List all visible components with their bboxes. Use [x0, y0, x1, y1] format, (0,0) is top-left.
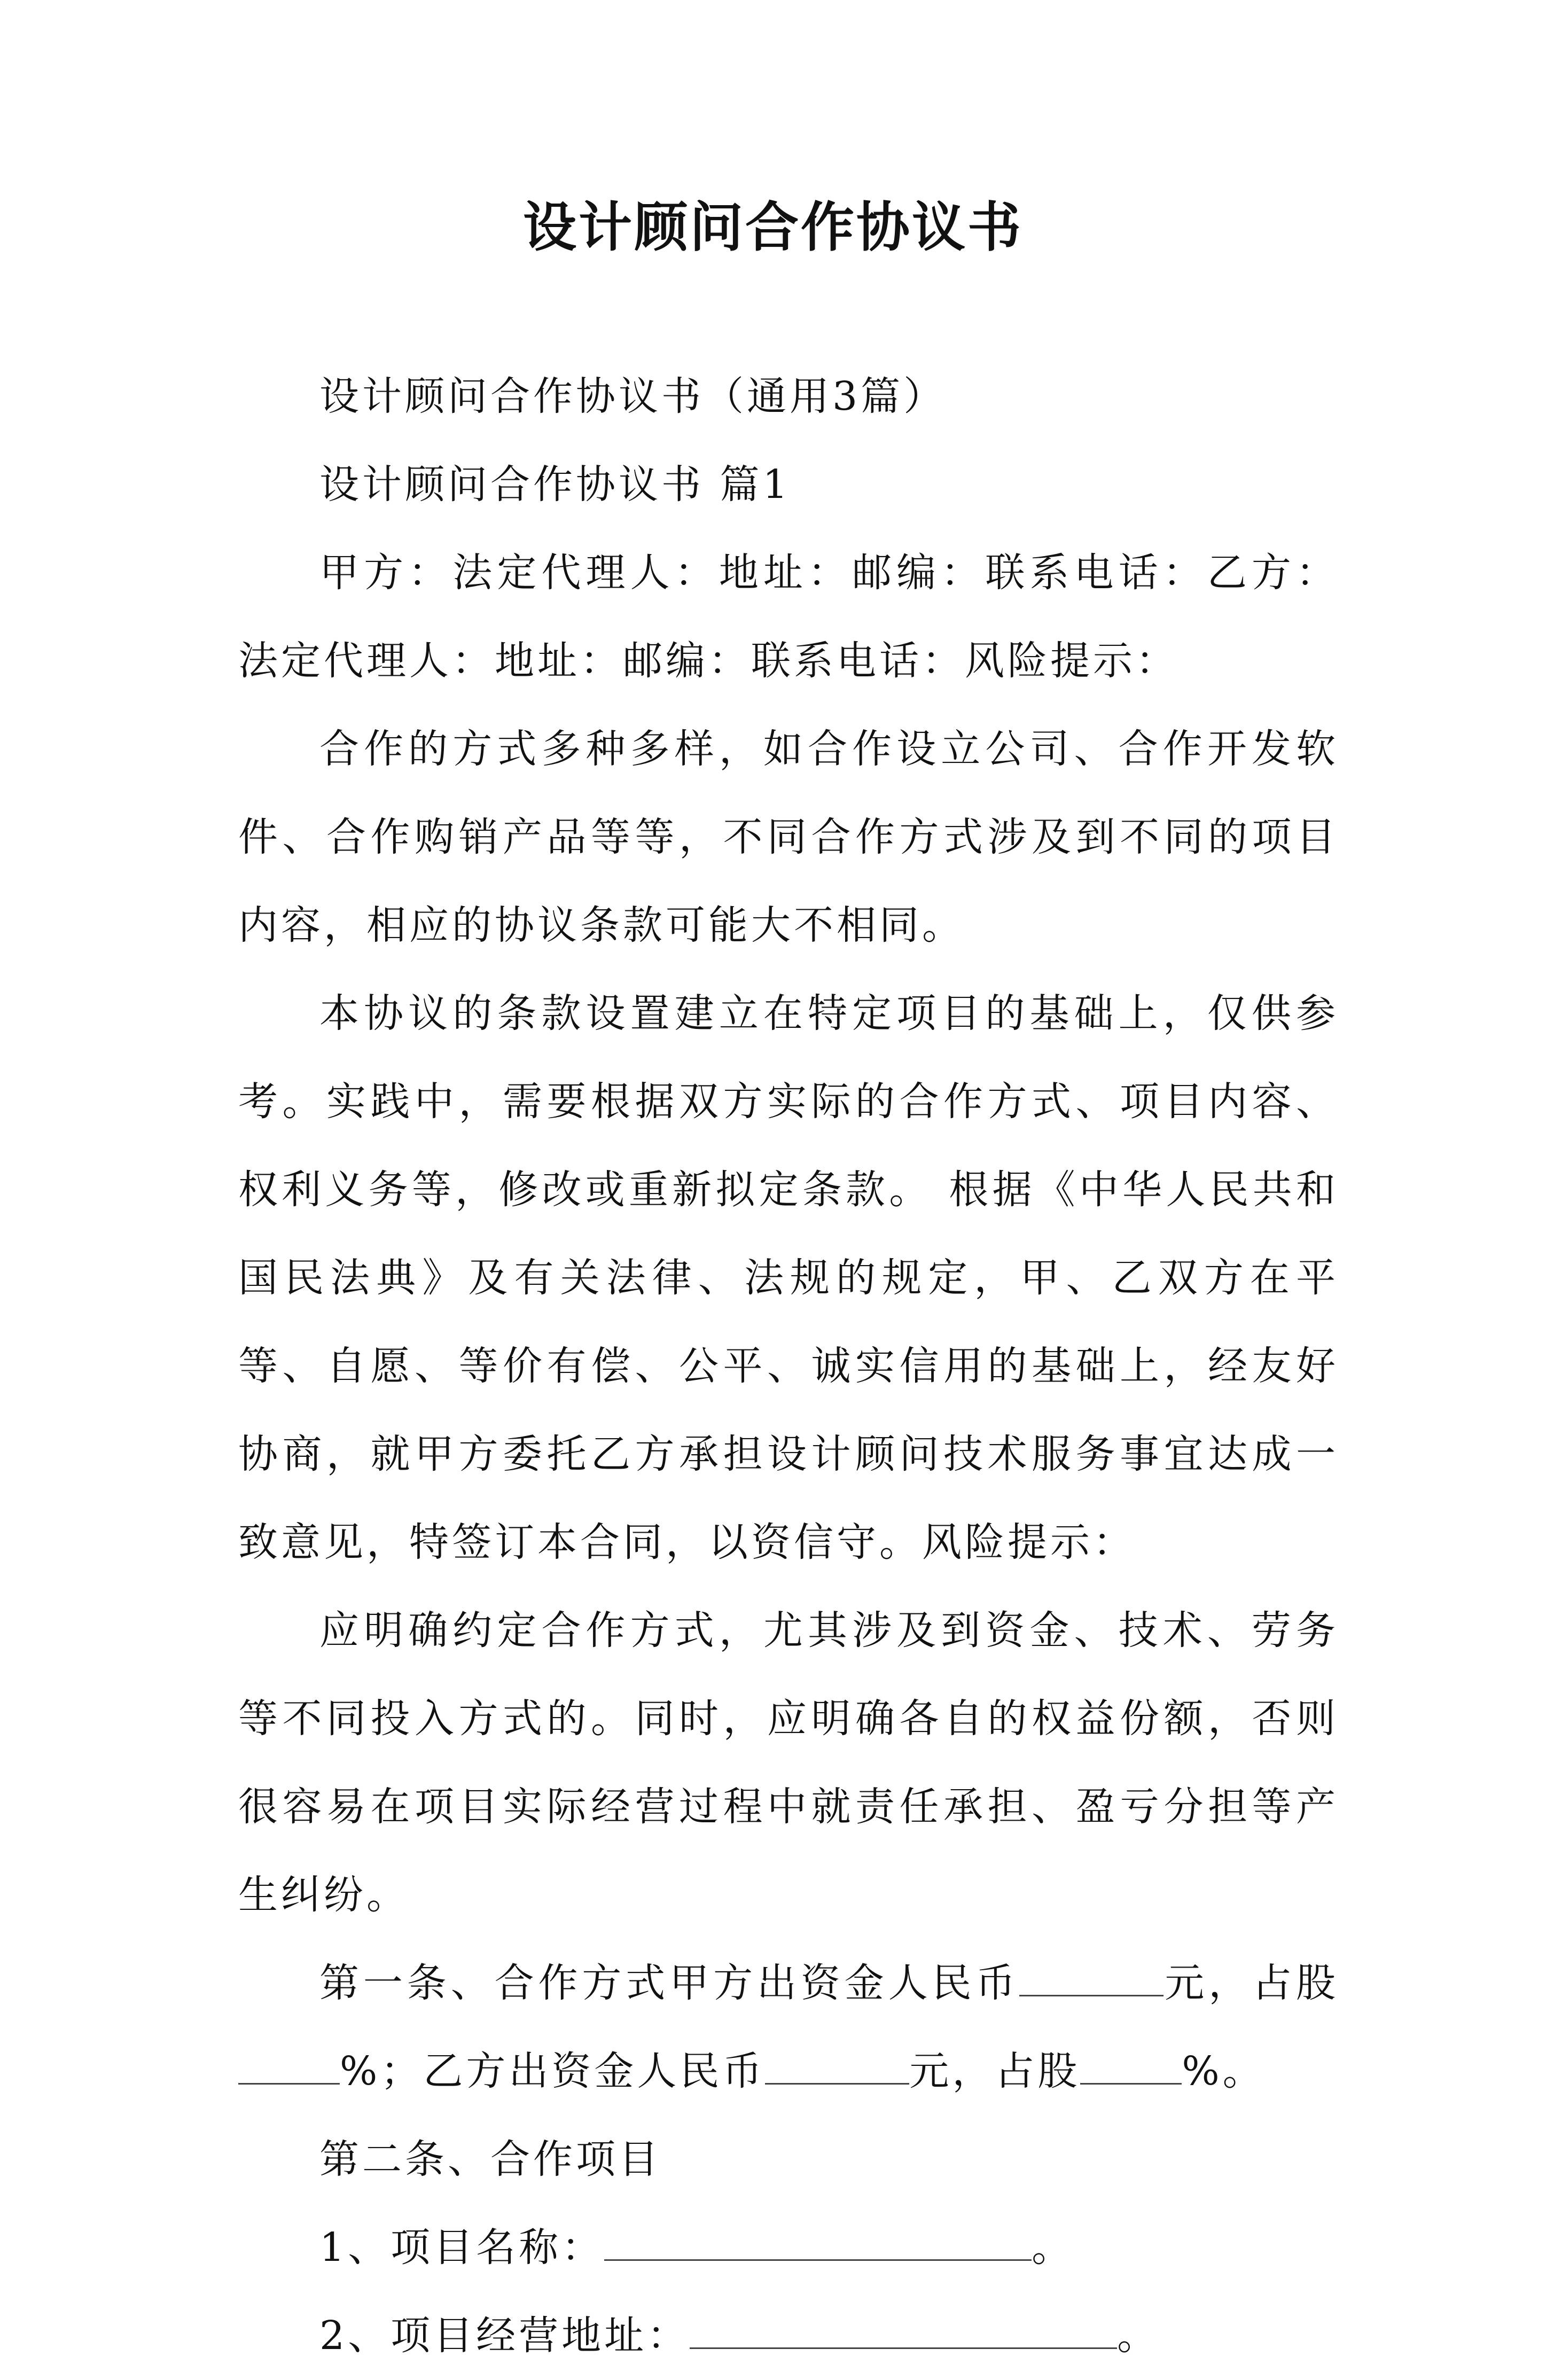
- item-2-end: 。: [1117, 2313, 1160, 2359]
- section-heading: 设计顾问合作协议书 篇1: [319, 462, 791, 508]
- clarify-paragraph: 应明确约定合作方式，尤其涉及到资金、技术、劳务等不同投入方式的。同时，应明确各自的权益份额，否则很容易在项目实际经营过程中就责任承担、盈亏分担等产生纠纷。: [238, 1608, 1339, 1918]
- item-1-end: 。: [1032, 2225, 1075, 2270]
- document-title: 设计顾问合作协议书: [523, 196, 1023, 259]
- article-1-paragraph: [238, 1939, 1339, 2116]
- party-a-share-blank: [238, 2053, 340, 2085]
- article-2-heading: 第二条、合作项目: [319, 2136, 661, 2182]
- document-body: [238, 353, 1339, 2380]
- project-address-blank: [690, 2317, 1117, 2349]
- article-1-part-5: %。: [1182, 2048, 1266, 2094]
- party-b-amount-blank: [765, 2053, 909, 2085]
- party-b-share-blank: [1080, 2053, 1182, 2085]
- item-1-paragraph: [238, 2204, 1339, 2292]
- subtitle-paragraph: 设计顾问合作协议书（通用3篇）: [319, 373, 947, 419]
- party-info-paragraph: 甲方：法定代理人：地址：邮编：联系电话：乙方：法定代理人：地址：邮编：联系电话：风险提示：: [238, 550, 1339, 684]
- reference-paragraph: 本协议的条款设置建立在特定项目的基础上，仅供参考。实践中，需要根据双方实际的合作方式、项目内容、权利义务等，修改或重新拟定条款。 根据《中华人民共和国民法典》及有关法律、法规的规定，甲、乙双方在平等、自愿、等价有偿、公平、诚实信用的基础上，经友好协商，就甲方委托乙方承担设计顾问技术服务事宜达成一致意见，特签订本合同，以资信守。风险提示：: [238, 990, 1339, 1565]
- article-1-part-2: 元，占股: [1164, 1960, 1339, 2006]
- cooperation-forms-paragraph: 合作的方式多种多样，如合作设立公司、合作开发软件、合作购销产品等等，不同合作方式涉及到不同的项目内容，相应的协议条款可能大不相同。: [238, 726, 1339, 948]
- article-1-part-3: %；乙方出资金人民币: [340, 2048, 766, 2094]
- item-1-label: 1、项目名称：: [319, 2225, 605, 2270]
- article-1-part-1: 第一条、合作方式甲方出资金人民币: [319, 1960, 1020, 2006]
- item-2-label: 2、项目经营地址：: [319, 2313, 690, 2359]
- party-a-amount-blank: [1019, 1965, 1164, 1996]
- project-name-blank: [604, 2229, 1032, 2261]
- article-1-part-4: 元，占股: [909, 2048, 1081, 2094]
- item-2-paragraph: [238, 2292, 1339, 2380]
